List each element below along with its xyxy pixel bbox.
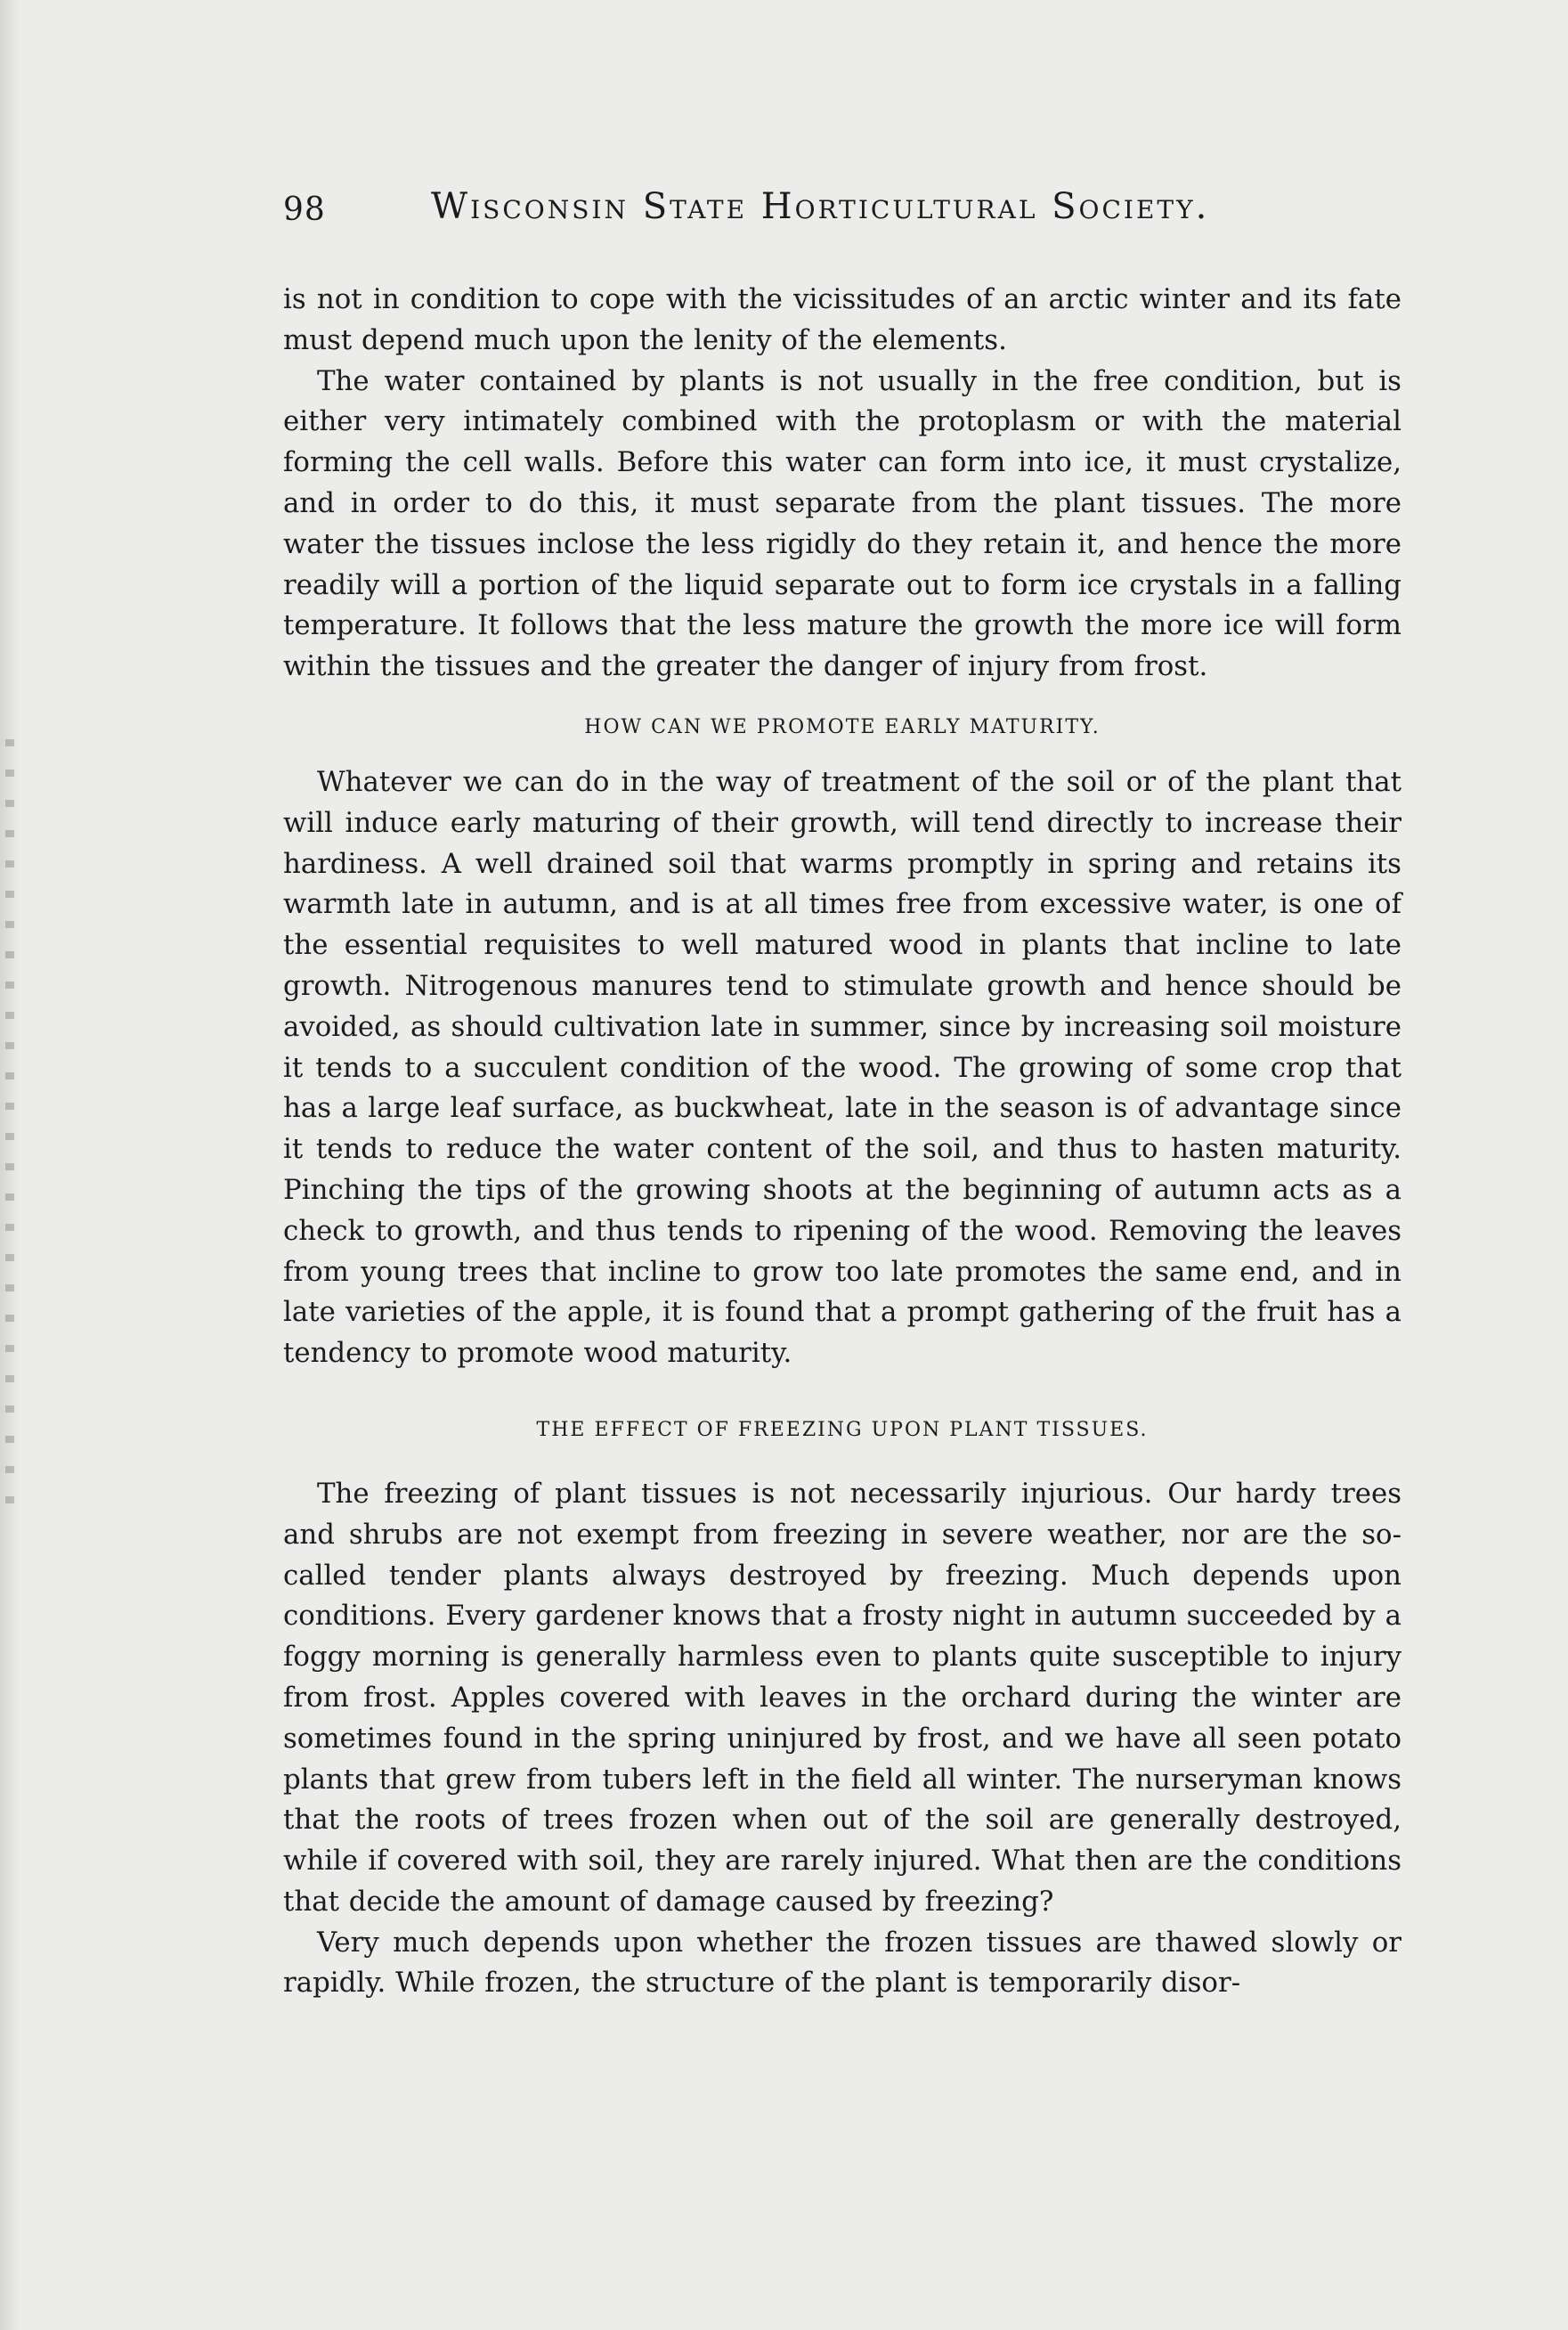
paragraph-maturity: Whatever we can do in the way of treatment of the soil or of the plant that will induce early maturing of their growth, will tend directly to increase their hardiness. A well drained soil that warms promptly in spring and retains its warmth late in autumn, and is at all times free from excessive water, is one of the essential requisites to well matured wood in plants that incline to late growth. Nitrogenous manures tend to stimulate growth and hence should be avoided, as should cultivation late in summer, since by increasing soil moisture it tends to a succulent condition of the wood. The growing of some crop that has a large leaf surface, as buckwheat, late in the season is of advantage since it tends to reduce the water content of the soil, and thus to hasten maturity. Pinching the tips of the growing shoots at the beginning of autumn acts as a check to growth, and thus tends to ripening of the wood. Removing the leaves from young trees that incline to grow too late promotes the same end, and in late varieties of the apple, it is found that a prompt gathering of the fruit has a tendency to promote wood maturity. (283, 765, 1401, 1370)
page-number: 98 (283, 191, 326, 228)
section-heading-maturity: HOW CAN WE PROMOTE EARLY MATURITY. (584, 715, 1101, 738)
text-block (283, 183, 1401, 2004)
paragraph-water: The water contained by plants is not usually in the free condition, but is either very intimately combined with the protoplasm or with the material forming the cell walls. Before this water can form into ice, it must crystalize, and in order to do this, it must separate from the plant tissues. The more water the tissues inclose the less rigidly do they retain it, and hence the more readily will a portion of the liquid separate out to form ice crystals in a falling temperature. It follows that the less mature the growth the more ice will form within the tissues and the greater the danger of injury from frost. (283, 364, 1401, 683)
journal-title: Wisconsin State Horticultural Society. (431, 186, 1210, 227)
binding-marks (5, 739, 14, 1523)
paragraph-freezing: The freezing of plant tissues is not necessarily injurious. Our hardy trees and shrubs are not exempt from freezing in severe weather, nor are the so-called tender plants always destroyed by freezing. Much depends upon conditions. Every gardener knows that a frosty night in autumn succeeded by a foggy morning is generally harmless even to plants quite susceptible to injury from frost. Apples covered with leaves in the orchard during the winter are sometimes found in the spring uninjured by frost, and we have all seen potato plants that grew from tubers left in the field all winter. The nurseryman knows that the roots of trees frozen when out of the soil are generally destroyed, while if covered with soil, they are rarely injured. What then are the conditions that decide the amount of damage caused by freezing? (283, 1477, 1401, 1918)
running-head (283, 183, 1401, 245)
body-text (283, 280, 1401, 2004)
section-heading-freezing: THE EFFECT OF FREEZING UPON PLANT TISSUES. (536, 1418, 1149, 1441)
paragraph-thawing: Very much depends upon whether the frozen tissues are thawed slowly or rapidly. While frozen, the structure of the plant is temporarily disor- (283, 1926, 1401, 2000)
continued-paragraph: is not in condition to cope with the vicissitudes of an arctic winter and its fate must depend much upon the lenity of the elements. (283, 283, 1401, 356)
